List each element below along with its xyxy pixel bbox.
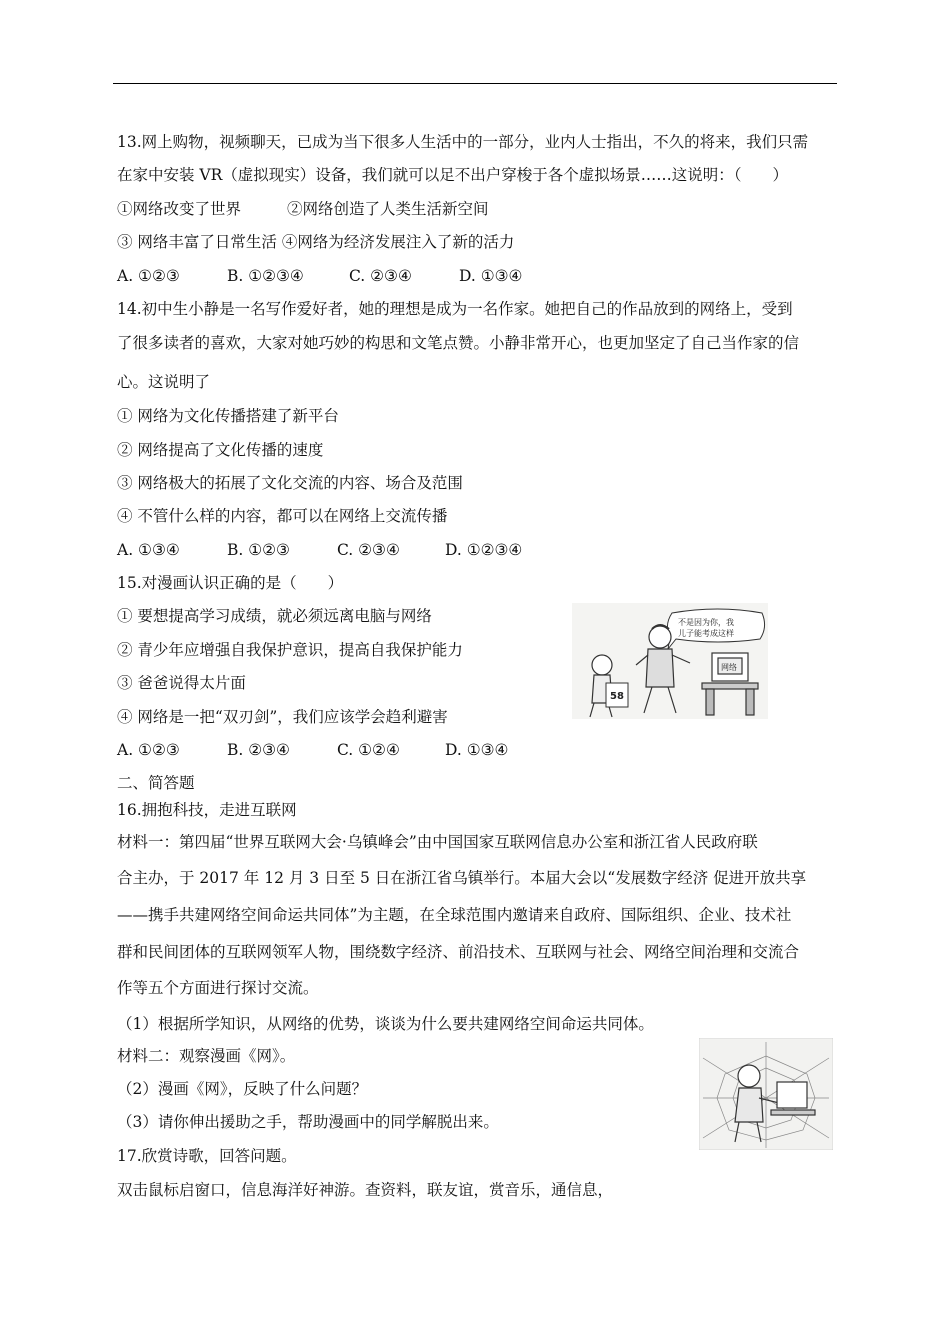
q15-stem: 15.对漫画认识正确的是（ ） [117,574,344,592]
q14-options [117,540,522,560]
q13-option-d: D. ①③④ [459,267,523,285]
q16-material1-line3: ——携手共建网络空间命运共同体”为主题，在全球范围内邀请来自政府、国际组织、企业、技术社 [117,906,792,924]
q16-web-cartoon [699,1038,833,1150]
q15-cartoon [572,603,768,719]
q13-stem-line1: 13.网上购物，视频聊天，已成为当下很多人生活中的一部分，业内人士指出，不久的将来，我们只需 [117,133,809,151]
q15-statement-3: ③ 爸爸说得太片面 [117,674,246,692]
q16-material1-line1: 材料一：第四届“世界互联网大会·乌镇峰会”由中国国家互联网信息办公室和浙江省人民政府联 [117,833,758,851]
q13-options [117,266,522,286]
section-heading: 二、简答题 [117,774,195,792]
q15-option-c: C. ①②④ [337,741,400,759]
q14-statement-2: ② 网络提高了文化传播的速度 [117,441,324,459]
q14-statement-4: ④ 不管什么样的内容，都可以在网络上交流传播 [117,507,448,525]
q13-statements-line1 [117,199,489,219]
q16-question-2: （2）漫画《网》，反映了什么问题？ [117,1080,368,1098]
q17-poem-line1: 双击鼠标启窗口，信息海洋好神游。查资料，联友谊，赏音乐，通信息， [117,1181,614,1199]
q14-statement-1: ① 网络为文化传播搭建了新平台 [117,407,339,425]
q16-material1-line2: 合主办，于 2017 年 12 月 3 日至 5 日在浙江省乌镇举行。本届大会以“发展数字经济 促进开放共享 [117,869,807,887]
q15-statement-2: ② 青少年应增强自我保护意识，提高自我保护能力 [117,641,463,659]
q16-question-1: （1）根据所学知识，从网络的优势，谈谈为什么要共建网络空间命运共同体。 [117,1015,654,1033]
q15-options [117,740,508,760]
q13-statement-3-4: ③ 网络丰富了日常生活 ④网络为经济发展注入了新的活力 [117,233,515,251]
q14-option-d: D. ①②③④ [445,541,523,559]
q15-option-b: B. ②③④ [227,741,290,759]
q13-option-c: C. ②③④ [349,267,412,285]
q16-question-3: （3）请你伸出援助之手，帮助漫画中的同学解脱出来。 [117,1113,499,1131]
q15-option-d: D. ①③④ [445,741,509,759]
header-rule [113,83,837,84]
q14-option-c: C. ②③④ [337,541,400,559]
q15-statement-1: ① 要想提高学习成绩，就必须远离电脑与网络 [117,607,432,625]
q14-option-a: A. ①③④ [117,541,180,559]
q16-material2: 材料二：观察漫画《网》。 [117,1047,296,1065]
q16-material1-line5: 作等五个方面进行探讨交流。 [117,979,319,997]
q13-option-b: B. ①②③④ [227,267,304,285]
q13-option-a: A. ①②③ [117,267,180,285]
q14-stem-line2: 了很多读者的喜欢，大家对她巧妙的构思和文笔点赞。小静非常开心，也更加坚定了自己当作家的信 [117,334,800,352]
speech-bubble-text-2: 儿子能考成这样 [678,629,734,638]
q15-statement-4: ④ 网络是一把“双刃剑”，我们应该学会趋利避害 [117,708,448,726]
speech-bubble-text-1: 不是因为你，我 [678,618,734,627]
q15-option-a: A. ①②③ [117,741,180,759]
q16-title: 16.拥抱科技，走进互联网 [117,801,297,819]
test-score: 58 [610,691,624,702]
q13-stem-line2: 在家中安装 VR（虚拟现实）设备，我们就可以足不出户穿梭于各个虚拟场景……这说明：（ ） [117,166,789,184]
q13-statement-1: ①网络改变了世界 [117,200,242,218]
q17-title: 17.欣赏诗歌，回答问题。 [117,1147,297,1165]
q14-statement-3: ③ 网络极大的拓展了文化交流的内容、场合及范围 [117,474,463,492]
q13-statement-2: ②网络创造了人类生活新空间 [287,200,489,218]
q16-material1-line4: 群和民间团体的互联网领军人物，围绕数字经济、前沿技术、互联网与社会、网络空间治理和交流合 [117,943,800,961]
q14-stem-line3: 心。这说明了 [117,373,211,391]
q14-option-b: B. ①②③ [227,541,290,559]
computer-screen-text: 网络 [721,663,737,672]
q14-stem-line1: 14.初中生小静是一名写作爱好者，她的理想是成为一名作家。她把自己的作品放到的网络上，受到 [117,300,793,318]
